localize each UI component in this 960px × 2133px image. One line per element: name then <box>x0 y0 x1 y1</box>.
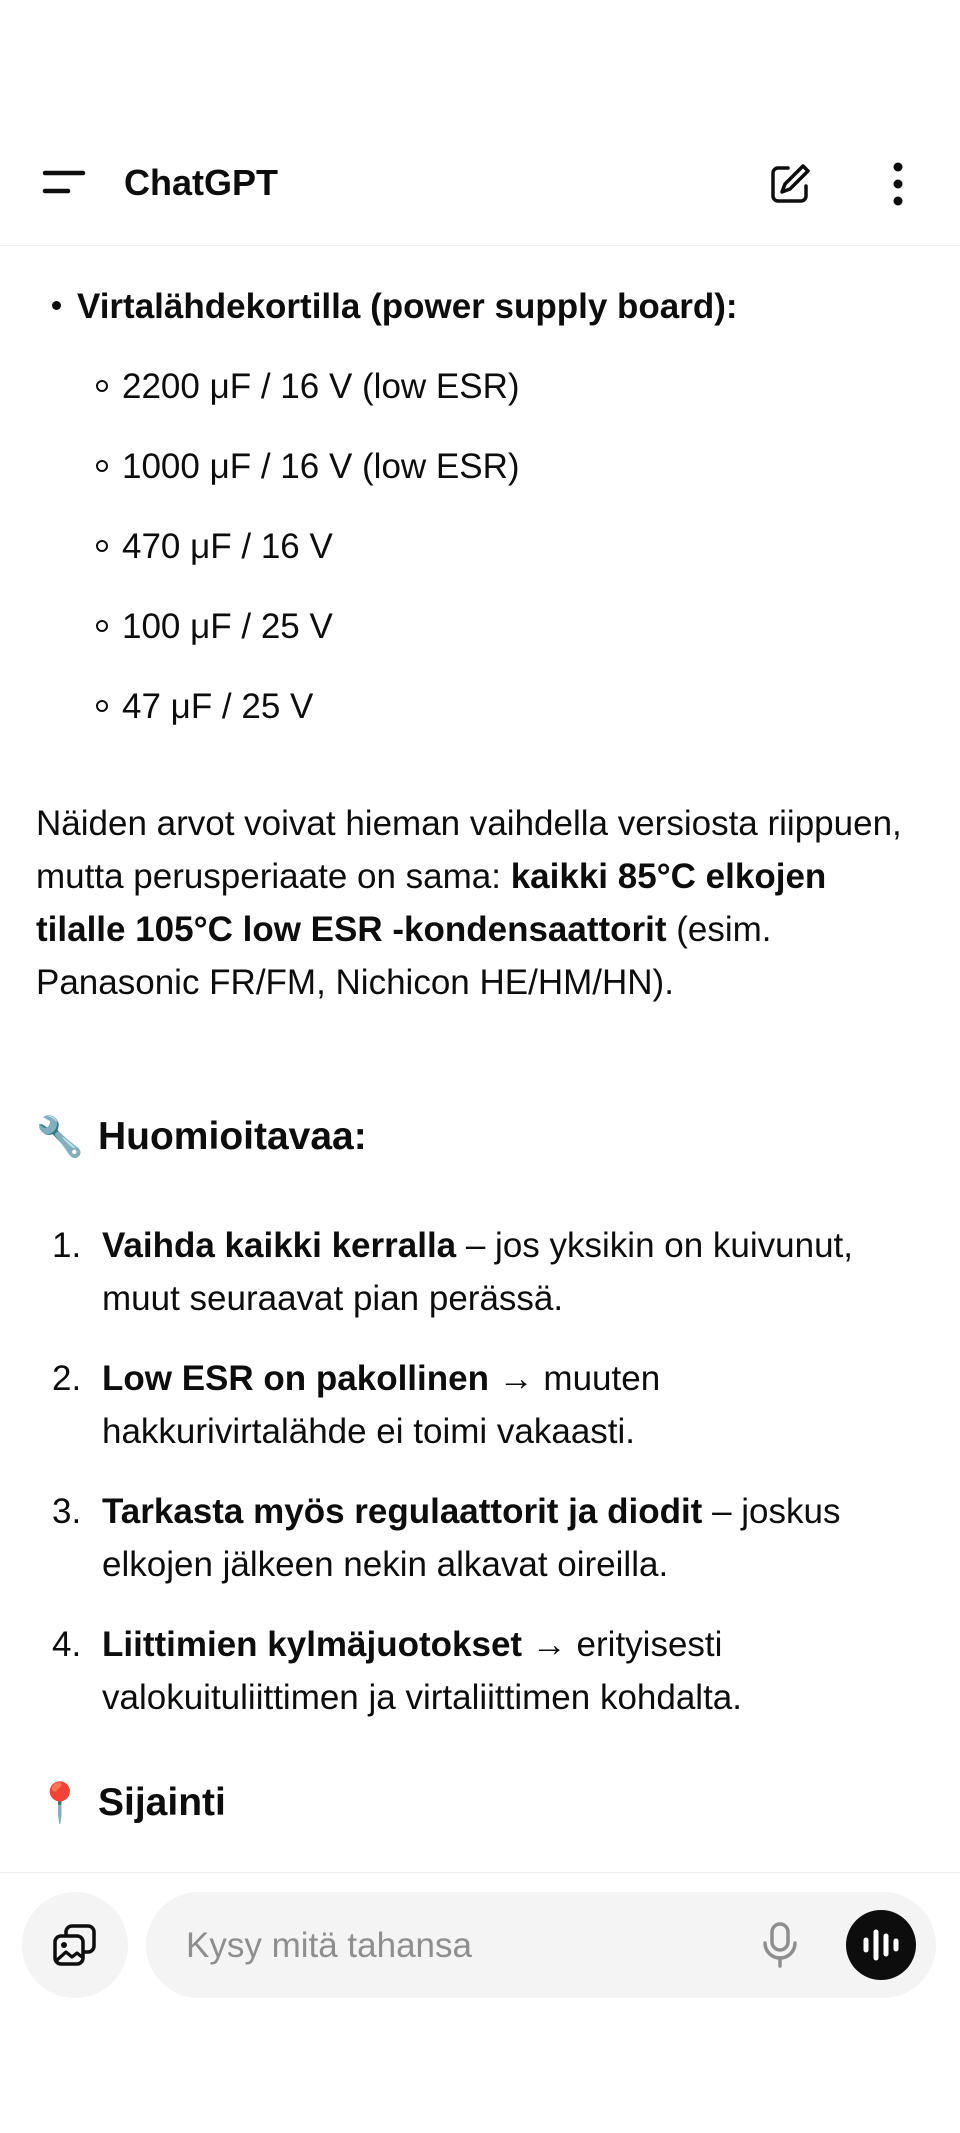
section-heading-location <box>36 1779 226 1827</box>
numbered-list-item: 3. Tarkasta myös regulaattorit ja diodit – joskus elkojen jälkeen nekin alkavat oireilla. <box>52 1485 932 1591</box>
more-options-button[interactable] <box>860 146 936 222</box>
sub-bullet <box>96 620 108 632</box>
attach-image-button[interactable] <box>22 1892 128 1998</box>
assistant-message <box>0 247 960 1872</box>
sub-list-item <box>96 447 520 487</box>
sub-list-item <box>96 527 333 567</box>
capacitor-value: 47 μF / 25 V <box>122 687 314 726</box>
wrench-icon: 🔧 <box>35 1116 85 1159</box>
section-heading-notes <box>36 1113 367 1161</box>
bold-text: Vaihda kaikki kerralla <box>102 1226 457 1265</box>
sub-bullet <box>96 380 108 392</box>
list-number: 4. <box>52 1625 82 1664</box>
list-number: 1. <box>52 1226 82 1265</box>
voice-mode-icon <box>861 1927 901 1963</box>
image-gallery-icon <box>50 1922 100 1968</box>
bullet-title: Virtalähdekortilla (power supply board): <box>77 287 738 326</box>
more-vertical-icon <box>892 162 904 206</box>
numbered-list-item: 1. Vaihda kaikki kerralla – jos yksikin on kuivunut, muut seuraavat pian perässä. <box>52 1219 932 1325</box>
capacitor-value: 100 μF / 25 V <box>122 607 333 646</box>
heading-text: Huomioitavaa: <box>98 1115 367 1158</box>
bold-text: Liittimien kylmäjuotokset <box>102 1625 523 1664</box>
edit-icon <box>768 162 812 206</box>
bullet-item-power-supply <box>52 287 738 327</box>
pin-icon: 📍 <box>35 1782 85 1825</box>
capacitor-value: 2200 μF / 16 V (low ESR) <box>122 367 520 406</box>
heading-text: Sijainti <box>98 1781 226 1824</box>
bold-text: Low ESR on pakollinen <box>102 1359 489 1398</box>
sub-list-item <box>96 687 313 727</box>
numbered-list-item: 4. Liittimien kylmäjuotokset → erityisesti valokuituliittimen ja virtaliittimen kohdalta. <box>52 1618 932 1724</box>
menu-icon <box>42 167 86 197</box>
list-number: 3. <box>52 1492 82 1531</box>
sub-list-item <box>96 607 333 647</box>
sub-bullet <box>96 460 108 472</box>
bold-text: Tarkasta myös regulaattorit ja diodit <box>102 1492 703 1531</box>
dictate-button[interactable] <box>746 1911 814 1979</box>
sub-bullet <box>96 700 108 712</box>
new-chat-button[interactable] <box>752 146 828 222</box>
sidebar-menu-button[interactable] <box>24 142 104 222</box>
microphone-icon <box>762 1922 798 1968</box>
message-input[interactable] <box>184 1892 728 2000</box>
voice-mode-button[interactable] <box>846 1910 916 1980</box>
list-number: 2. <box>52 1359 82 1398</box>
summary-paragraph: Näiden arvot voivat hieman vaihdella versiosta riippuen, mutta perusperiaate on sama: kaikki 85°C elkojen tilalle 105°C low ESR -kondensaattorit (esim. Panasonic FR/FM, Nichicon HE/HM/HN). <box>36 804 902 1002</box>
top-bar <box>0 120 960 246</box>
numbered-list-item: 2. Low ESR on pakollinen → muuten hakkurivirtalähde ei toimi vakaasti. <box>52 1352 932 1458</box>
capacitor-value: 1000 μF / 16 V (low ESR) <box>122 447 520 486</box>
bold-text: kaikki 85°C elkojen tilalle 105°C low ESR -kondensaattorit <box>36 857 827 949</box>
sub-list-item <box>96 367 520 407</box>
bullet-dot <box>52 301 61 310</box>
capacitor-value: 470 μF / 16 V <box>122 527 333 566</box>
app-title: ChatGPT <box>124 162 279 203</box>
composer <box>0 1872 960 2133</box>
sub-bullet <box>96 540 108 552</box>
message-input-container <box>146 1892 936 1998</box>
